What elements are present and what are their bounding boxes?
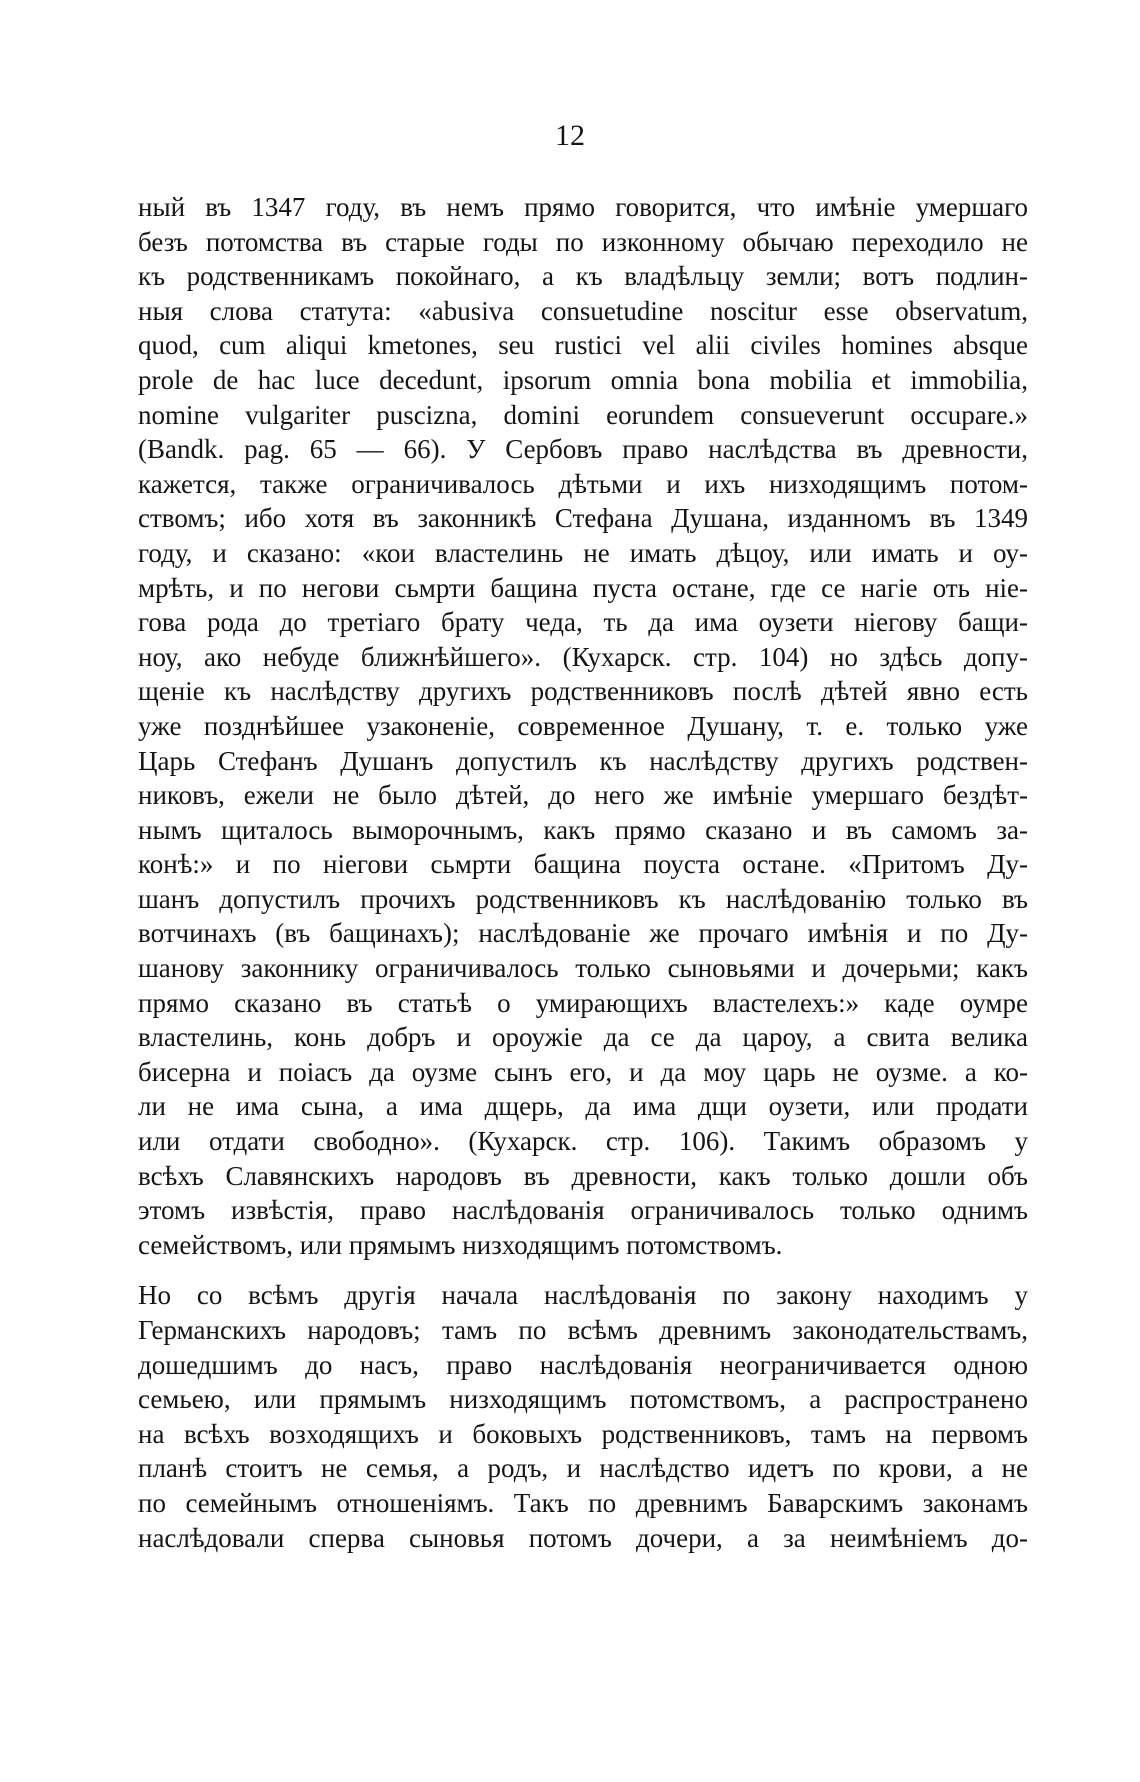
text-line: вотчинахъ (въ бащинахъ); наслѣдованіе же прочаго имѣнія и по Ду- [138, 918, 1028, 949]
text-line: гова рода до третіаго брату чеда, ть да има оузети ніегову бащи- [138, 607, 1028, 638]
text-line: никовъ, ежели не было дѣтей, до него же имѣніе умершаго бездѣт- [138, 780, 1028, 811]
text-line: планѣ стоитъ не семья, а родъ, и наслѣдство идетъ по крови, а не [138, 1453, 1028, 1484]
paragraph-gap [138, 1262, 1028, 1278]
text-line: конѣ:» и по ніегови сьмрти бащина поуста остане. «Притомъ Ду- [138, 849, 1028, 880]
paragraph-2 [138, 1278, 1028, 1555]
page-body [138, 190, 1028, 1555]
text-line: по семейнымъ отношеніямъ. Такъ по древнимъ Баварскимъ законамъ [138, 1487, 1028, 1518]
text-line: этомъ извѣстія, право наслѣдованія ограничивалось только однимъ [138, 1195, 1028, 1226]
text-line: нымъ щиталось выморочнымъ, какъ прямо сказано и въ самомъ за- [138, 814, 1028, 845]
text-line: безъ потомства въ старые годы по изконному обычаю переходило не [138, 226, 1028, 257]
text-line: (Bandk. pag. 65 — 66). У Сербовъ право наслѣдства въ древности, [138, 434, 1028, 465]
text-line: семьею, или прямымъ низходящимъ потомствомъ, а распространено [138, 1384, 1028, 1415]
text-line: nomine vulgariter puscizna, domini eorundem consueverunt occupare.» [138, 399, 1028, 430]
text-line: прямо сказано въ статьѣ о умирающихъ властелехъ:» каде оумре [138, 987, 1028, 1018]
text-line: мрѣть, и по негови сьмрти бащина пуста остане, где се нагіе оть ніе- [138, 572, 1028, 603]
text-line: всѣхъ Славянскихъ народовъ въ древности, какъ только дошли объ [138, 1160, 1028, 1191]
text-line: шанову законнику ограничивалось только сыновьями и дочерьми; какъ [138, 953, 1028, 984]
text-line: ныя слова статута: «abusiva consuetudine noscitur esse observatum, [138, 295, 1028, 326]
text-line: шанъ допустилъ прочихъ родственниковъ къ наслѣдованію только въ [138, 883, 1028, 914]
text-line: семействомъ, или прямымъ низходящимъ потомствомъ. [138, 1229, 783, 1260]
text-line: quod, cum aliqui kmetones, seu rustici vel alii civiles homines absque [138, 330, 1028, 361]
text-line: Германскихъ народовъ; тамъ по всѣмъ древнимъ законодательствамъ, [138, 1315, 1028, 1345]
text-line: бисерна и поіасъ да оузме сынъ его, и да моу царь не оузме. а ко- [138, 1056, 1028, 1087]
text-line: властелинь, конь добръ и ороужіе да се да цароу, а свита велика [138, 1022, 1028, 1053]
text-line: къ родственникамъ покойнаго, а къ владѣльцу земли; вотъ подлин- [138, 261, 1028, 292]
text-line: щеніе къ наслѣдству другихъ родственниковъ послѣ дѣтей явно есть [138, 676, 1028, 707]
text-line: дошедшимъ до насъ, право наслѣдованія неограничивается одною [138, 1349, 1028, 1380]
text-line: ный въ 1347 году, въ немъ прямо говорится, что имѣніе умершаго [138, 192, 1028, 222]
paragraph-1 [138, 190, 1028, 1262]
text-line: кажется, также ограничивалось дѣтьми и ихъ низходящимъ потом- [138, 468, 1028, 499]
text-line: prole de hac luce decedunt, ipsorum omnia bona mobilia et immobilia, [138, 364, 1028, 395]
text-line: году, и сказано: «кои властелинь не имать дѣцоу, или имать и оу- [138, 537, 1028, 568]
text-line: наслѣдовали сперва сыновья потомъ дочери, а за неимѣніемъ до- [138, 1522, 1028, 1553]
text-line: на всѣхъ возходящихъ и боковыхъ родственниковъ, тамъ на первомъ [138, 1418, 1028, 1449]
text-line: или отдати свободно». (Кухарск. стр. 106). Такимъ образомъ у [138, 1126, 1028, 1157]
text-line: ли не има сына, а има дщерь, да има дщи оузети, или продати [138, 1091, 1028, 1122]
text-line: ствомъ; ибо хотя въ законникѣ Стефана Душана, изданномъ въ 1349 [138, 503, 1028, 534]
text-line: Но со всѣмъ другія начала наслѣдованія по закону находимъ у [138, 1280, 1028, 1311]
text-line: Царь Стефанъ Душанъ допустилъ къ наслѣдству другихъ родствен- [138, 745, 1028, 776]
text-line: уже позднѣйшее узаконеніе, современное Душану, т. е. только уже [138, 710, 1028, 741]
page-number: 12 [555, 119, 585, 152]
text-line: ноу, ако небуде ближнѣйшего». (Кухарск. стр. 104) но здѣсь допу- [138, 641, 1028, 672]
